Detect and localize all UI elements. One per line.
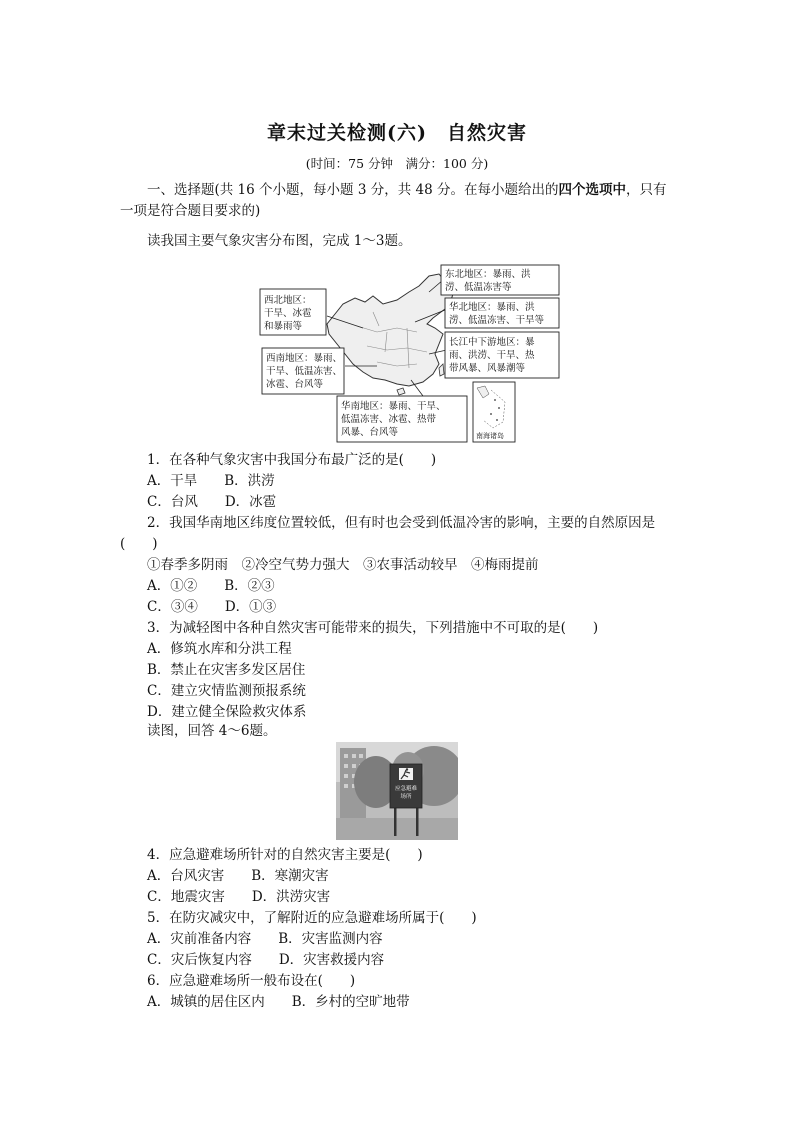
map-label-south-3: 风暴、台风等	[341, 427, 399, 438]
question-1-options-ab: A．干旱 B．洪涝	[147, 473, 275, 489]
map-label-south-2: 低温冻害、冰雹、热带	[341, 414, 437, 425]
question-3: 3．为减轻图中各种自然灾害可能带来的损失，下列措施中不可取的是( )	[147, 620, 599, 636]
map-label-yangtze-1: 长江中下游地区：暴	[449, 337, 535, 348]
emergency-shelter-photo	[336, 742, 458, 840]
map-label-northwest-1: 西北地区：	[264, 295, 312, 306]
section-intro-part1: 一、选择题(共 16 个小题，每小题 3 分，共 48 分。在每小题给出的	[147, 182, 559, 198]
question-2-options-cd: C．③④ D．①③	[147, 599, 277, 615]
question-6: 6．应急避难场所一般布设在( )	[147, 973, 356, 989]
china-outline	[327, 274, 453, 386]
question-6-options-ab: A．城镇的居住区内 B．乡村的空旷地带	[147, 994, 410, 1010]
map-label-northeast-1: 东北地区：暴雨、洪	[445, 269, 531, 280]
question-5: 5．在防灾减灾中，了解附近的应急避难场所属于( )	[147, 910, 477, 926]
reading-prompt-1: 读我国主要气象灾害分布图，完成 1～3题。	[147, 233, 412, 249]
map-label-north-1: 华北地区：暴雨、洪	[449, 302, 535, 313]
question-1: 1．在各种气象灾害中我国分布最广泛的是( )	[147, 452, 437, 468]
map-label-southwest-1: 西南地区：暴雨、	[266, 353, 343, 364]
question-1-options-cd: C．台风 D．冰雹	[147, 494, 277, 510]
sign-text-1: 应急避难	[394, 786, 418, 792]
photo-svg	[336, 742, 458, 840]
question-2-paren: ( )	[120, 536, 158, 552]
taiwan-island	[439, 364, 444, 376]
question-2-statements: ①春季多阴雨 ②冷空气势力强大 ③农事活动较早 ④梅雨提前	[147, 557, 539, 573]
section-intro	[147, 181, 666, 199]
exam-time-score: (时间：75 分钟 满分：100 分)	[305, 156, 489, 171]
question-4-options-ab: A．台风灾害 B．寒潮灾害	[147, 868, 329, 884]
south-china-sea-inset	[473, 382, 515, 442]
map-label-south-1: 华南地区：暴雨、干旱、	[341, 401, 446, 412]
question-5-options-cd: C．灾后恢复内容 D．灾害救援内容	[147, 952, 385, 968]
question-4-options-cd: C．地震灾害 D．洪涝灾害	[147, 889, 331, 905]
map-svg	[257, 262, 561, 444]
sign-text-2: 场所	[400, 794, 412, 800]
hainan-island	[397, 388, 405, 395]
section-intro-emphasis: 四个选项中	[558, 182, 626, 198]
map-label-southwest-3: 冰雹、台风等	[266, 379, 324, 390]
map-label-yangtze-3: 带风暴、风暴潮等	[449, 363, 526, 374]
page-title: 章末过关检测(六) 自然灾害	[267, 122, 527, 144]
map-label-north-2: 涝、低温冻害、干旱等	[449, 315, 545, 326]
map-label-yangtze-2: 雨、洪涝、干旱、热	[449, 350, 535, 361]
map-label-southwest-2: 干旱、低温冻害、	[266, 366, 343, 377]
map-label-northeast-2: 涝、低温冻害等	[445, 282, 512, 293]
question-5-options-ab: A．灾前准备内容 B．灾害监测内容	[147, 931, 383, 947]
question-3-option-a: A．修筑水库和分洪工程	[147, 641, 292, 657]
map-label-northwest-3: 和暴雨等	[264, 321, 303, 332]
question-3-option-d: D．建立健全保险救灾体系	[147, 704, 307, 720]
question-4: 4．应急避难场所针对的自然灾害主要是( )	[147, 847, 423, 863]
weather-disaster-map	[257, 262, 561, 444]
question-3-option-b: B．禁止在灾害多发区居住	[147, 662, 306, 678]
section-intro-line2: 一项是符合题目要求的)	[120, 203, 261, 219]
map-label-northwest-2: 干旱、冰雹	[264, 308, 312, 319]
reading-prompt-2: 读图，回答 4～6题。	[147, 723, 277, 739]
question-2-options-ab: A．①② B．②③	[147, 578, 275, 594]
question-2: 2．我国华南地区纬度位置较低，但有时也会受到低温冷害的影响，主要的自然原因是	[147, 515, 656, 531]
inset-label: 南海诸岛	[476, 432, 504, 440]
question-3-option-c: C．建立灾情监测预报系统	[147, 683, 306, 699]
section-intro-part3: ，只有	[625, 182, 667, 198]
